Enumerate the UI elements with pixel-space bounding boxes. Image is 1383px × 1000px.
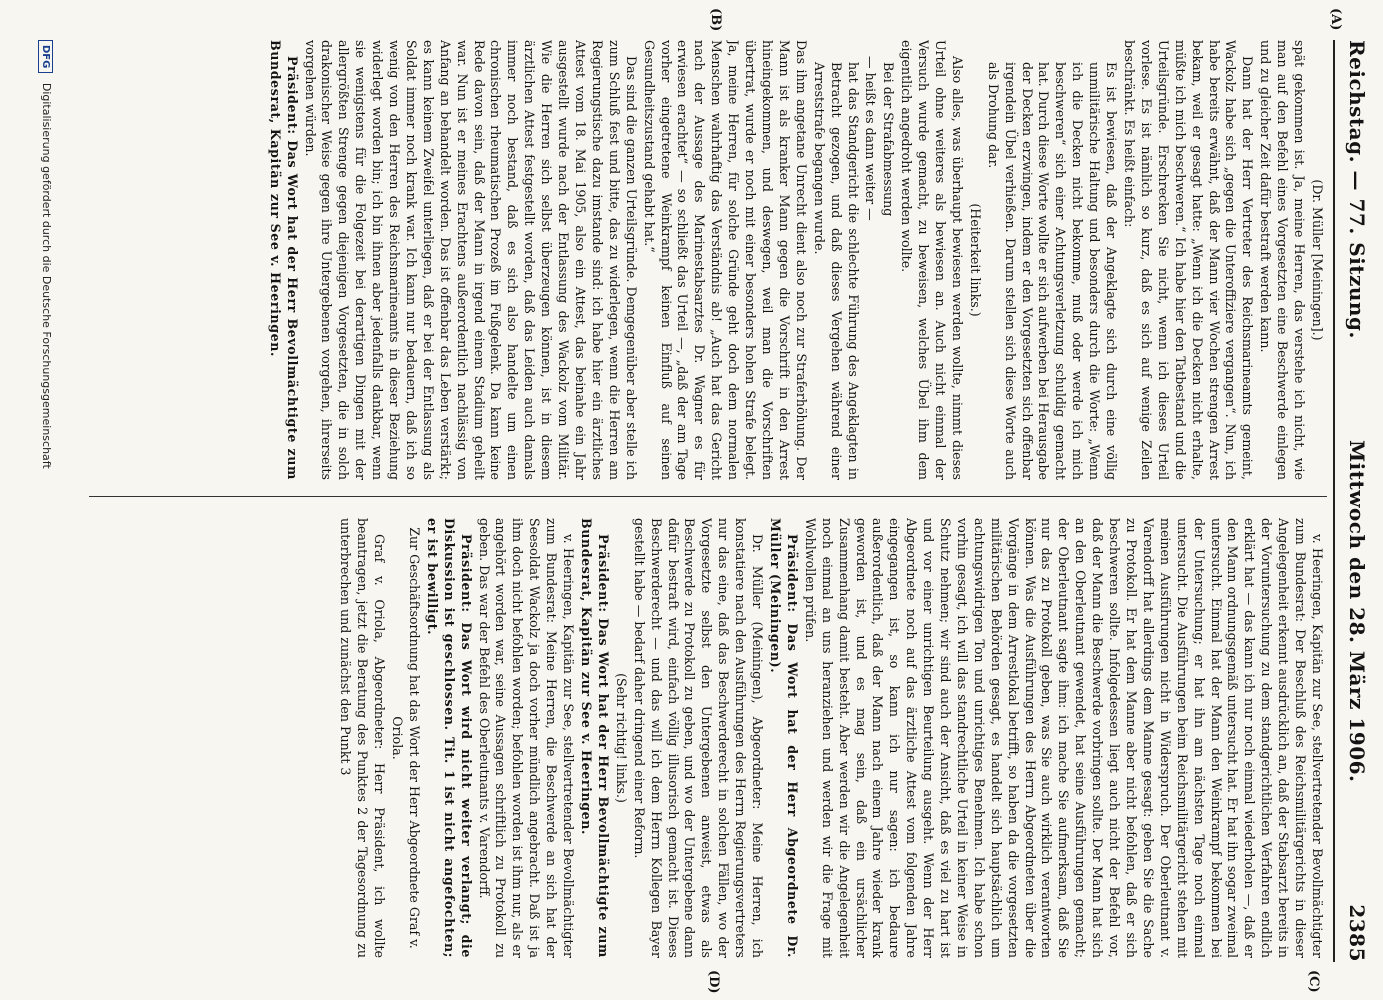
margin-letter-b: (B) — [708, 8, 723, 32]
paragraph: Dann hat der Herr Vertreter des Reichsmarineamts gemeint, Wackolz habe sich „gegen die Unteroffiziere vergangen“. Nun, ich habe bereits erwähnt, daß der Mann vier Wochen strengen Arrest bekam, weil er gesagt hatte: „Wenn ich die Decken nicht erhalte, müßte ich mich beschweren.“ Ich habe hier den Tatbestand und die Urteilsgründe. Erschrecken Sie nicht, wenn ich dieses Urteil vorlese. Es ist nämlich so kurz, daß es sich auf wenige Zeilen beschränkt. Es heißt einfach: — [1122, 40, 1256, 480]
running-head — [1341, 40, 1369, 962]
speech-heeringen: v. Heeringen, Kapitän zur See, stellvertretender Bevollmächtigter zum Bundesrat: Der Beschluß des Reichsmilitärgerichts in dieser Angelegenheit erkennt ausdrücklich an, daß der Stabsarzt bereits in der Voruntersuchung zu dem standgerichtlichen Verfahren endlich erklärt hat — das kann ich nur noch einmal wiederholen —, daß er den Mann ordnungsgemäß untersucht hat. Er hat ihn sogar zweimal untersucht. Einmal hat der Mann den Weinkrampf bekommen bei der Untersuchung; er hat ihn am nächsten Tage noch einmal untersucht. Die Ausführungen beim Reichsmilitärgericht stehen mit meinen Ausführungen nicht in Widerspruch. Der Oberleutnant v. Varendorff hat allerdings dem Manne gesagt: geben Sie die Sache zu Protokoll. Er hat dem Manne aber nicht befohlen, daß er sich beschweren sollte. Infolgedessen liegt auch nicht der Befehl vor, daß der Mann die Beschwerde vorbringen sollte. Der Mann hat sich an den Oberleutnant gewendet, hat seine Ausführungen gemacht; der Oberleutnant sagte ihm: ich mache Sie aufmerksam, daß Sie nur das zu Protokoll geben, was Sie auch wirklich verantworten können. Was die Ausführungen des Herrn Abgeordneten über die Vorgänge in dem Arrestlokal betrifft, so haben da die vorgesetzten militärischen Behörden gesagt, es handelt sich hauptsächlich um achtungswidrigen Ton und unrichtiges Benehmen. Ich habe schon vorhin gesagt, ich will das standrechtliche Urteil in keiner Weise in Schutz nehmen; wir sind auch der Ansicht, daß es viel zu hart ist und vor einer unrichtigen Beurteilung ausgeht. Wenn der Herr Abgeordnete noch auf das ärztliche Attest vom folgenden Jahre eingegangen ist, so kann ich nur sagen: ich bedaure außerordentlich, daß der Mann nach einem Jahre wieder krank geworden ist, und es mag sein, daß ein ursächlicher Zusammenhang damit besteht. Aber werden wir die Angelegenheit noch einmal an uns heranziehen und werden wir die Frage mit Wohlwollen prüfen. — [802, 518, 1325, 958]
paragraph: — heißt es dann weiter — — [863, 56, 879, 221]
speech-oriola: Graf v. Oriola, Abgeordneter: Herr Präsident, ich wollte beantragen, jetzt die Beratung des Punktes 2 der Tagesordnung zu unterbrechen und zunächst den Punkt 3 — [338, 518, 388, 958]
dfg-logo: DFG — [38, 40, 53, 73]
right-column — [85, 518, 1325, 958]
digitization-footer — [31, 40, 53, 960]
header-rule — [1333, 40, 1335, 962]
paragraph: spät gekommen ist. Ja, meine Herren, das verstehe ich nicht, wie man auf den Befehl eines Vorgesetzten eine Beschwerde einlegen und zu gleicher Zeit dafür bestraft werden kann. — [1258, 40, 1308, 480]
president-statement: Präsident: Das Wort hat der Herr Bevollmächtigte zum Bundesrat, Kapitän zur See v. Heeringen. — [267, 40, 300, 480]
page-number: 2385 — [1345, 904, 1369, 962]
speech-mueller: Dr. Müller (Meiningen), Abgeordneter: Meine Herren, ich konstatiere nach den Ausführungen des Herrn Regierungsvertreters nur das eine, daß das Beschwerderecht in solchen Fällen, wo der Vorgesetzte selbst den Untergebenen anweist, etwas als Beschwerde zu Protokoll zu geben, und wo der Untergebene dann dafür bestraft wird, einfach völlig illusorisch gemacht ist. Dieses Beschwerderecht — und das will ich dem Herrn Kollegen Bayer gestellt habe — bedarf daher dringend einer Reform. — [631, 518, 766, 958]
paragraph: Das ihm angetane Unrecht dient also noch zur Straferhöhung. Der Mann ist als kranker Mann gegen die Vorschrift in den Arrest hineingekommen, und deswegen, weil man die Vorschriften übertrat, wurde er noch mit einer besonders hohen Strafe belegt. Ja, meine Herren, für solche Gründe geht doch dem normalen Menschen wahrhaftig das Verständnis ab! „Auch hat das Gericht nach der Aussage des Marinestabsarztes Dr. Wagner es für erwiesen erachtet“ — so schließt das Urteil —, „daß der am Tage vorher eingetretene Weinkrampf keinen Einfluß auf seinen Gesundheitszustand gehabt hat.“ — [641, 40, 809, 480]
quoted-verdict: Es ist bewiesen, daß der Angeklagte sich durch eine völlig unmilitärische Haltung und besonders durch die Worte: „Wenn ich die Decken nicht bekomme, muß oder werde ich mich beschweren“ sich einer Achtungsverletzung schuldig gemacht hat. Durch diese Worte wollte er sich aufwerben bei Herausgabe der Decken erzwingen, indem er den Vorgesetzten sich offenbar irgendein Übel verhießen. Darum stellen sich diese Worte auch als Drohung dar. — [985, 62, 1120, 480]
header-session: Reichstag. — 77. Sitzung. — [1345, 40, 1369, 339]
column-divider — [89, 496, 1327, 497]
margin-letter-c: (C) — [1306, 970, 1321, 993]
president-statement: Präsident: Das Wort wird nicht weiter verlangt; die Diskussion ist geschlossen. Tit. 1 ist nicht angefochten; er ist bewilligt. — [424, 518, 474, 958]
speech-heeringen: v. Heeringen, Kapitän zur See, stellvertretender Bevollmächtigter zum Bundesrat: Meine Herren, die Beschwerde an sich hat der Seesoldat Wackolz ja doch vorher mündlich angebracht. Daß ist ja ihm doch nicht befohlen worden; befohlen worden ist ihm nur, als er angehört worden war, seine Aussagen schriftlich zu Protokoll zu geben. Das war der Befehl des Oberleutnants v. Varendorff. — [476, 518, 577, 958]
footer-text: Digitalisierung gefördert durch die Deutsche Forschungsgemeinschaft — [40, 82, 53, 469]
paragraph: Das sind die ganzen Urteilsgründe. Demgegenüber aber stelle ich zum Schluß fest und bitte, das zu widerlegen, wenn die Herren am Regierungstische dazu imstande sind: ich habe hier ein ärztliches Attest vom 18. Mai 1905, also ein Attest, das beinahe ein Jahr ausgestellt wurde nach der Entlassung des Wackolz vom Militär. Wie die Herren sich selbst überzeugen können, ist in diesem ärztlichen Attest festgestellt worden, daß das Leiden auch damals immer noch bestand, daß es sich also handelte um einen chronischen rheumatischen Prozeß im Fußgelenk. Da kann keine Rede davon sein, daß der Mann in irgend einem Stadium geheilt war. Nun ist er meines Erachtens außerordentlich nachlässig von Anfang an behandelt worden. Das ist offenbar das Leben verstärkt; es kann keinem Zweifel unterliegen, daß er bei der Entlassung als Soldat immer noch krank war. Ich kann nur bedauern, daß ich so wenig von den Herren des Reichsmarineamts in dieser Beziehung widerlegt worden bin; ich bin ihnen aber jedenfalls dankbar, wenn sie wenigstens für die Folgezeit bei derartigen Dingen mit der allergrößten Strenge gegen diejenigen Vorgesetzten, die in solch drakonischer Weise gegen ihre Untergebenen vorgehen, ihrerseits vorgehen würden. — [302, 40, 639, 480]
left-column — [85, 40, 1325, 480]
quoted-text: hat das Standgericht die schlechte Führung des Angeklagten in Betracht gezogen, und daß dieses Vergehen während einer Arreststrafe begangen wurde. — [811, 62, 861, 480]
interjection: (Sehr richtig! links.) — [613, 673, 629, 803]
procedure-note: Zur Geschäftsordnung hat das Wort der Herr Abgeordnete Graf v. Oriola. — [390, 527, 422, 949]
margin-letter-d: (D) — [706, 970, 721, 994]
interjection: (Heiterkeit links.) — [967, 203, 983, 317]
header-date: Mittwoch den 28. März 1906. — [1345, 440, 1369, 783]
margin-letter-a: (A) — [1328, 8, 1343, 31]
speaker-continuation: (Dr. Müller [Meiningen].) — [1310, 179, 1325, 341]
president-statement: Präsident: Das Wort hat der Herr Abgeordnete Dr. Müller (Meiningen). — [768, 518, 800, 958]
president-statement: Präsident: Das Wort hat der Herr Bevollmächtigte zum Bundesrat, Kapitän zur See v. Heeringen. — [579, 518, 611, 958]
paragraph: Also alles, was überhaupt bewiesen werden wollte, nimmt dieses Urteil ohne weiteres als bewiesen an. Auch nicht einmal der Versuch wurde gemacht, zu beweisen, welches Übel ihm dem eigentlich angedroht werden wollte. — [899, 40, 965, 480]
quoted-text: Bei der Strafabmessung — [881, 62, 897, 217]
